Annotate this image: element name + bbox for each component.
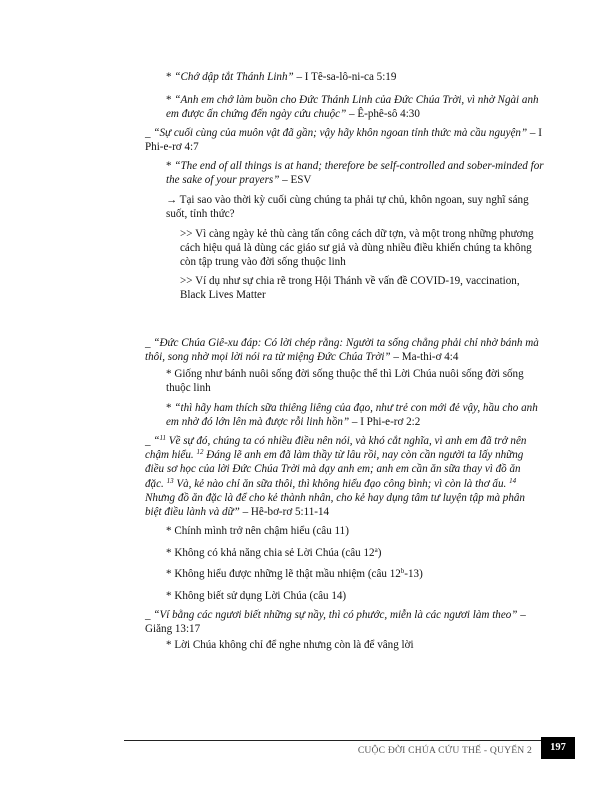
bullet-paragraph-5: * Không biết sử dụng Lời Chúa (câu 14) <box>166 590 347 602</box>
scripture-reference: – Giăng 13:17 <box>145 609 526 636</box>
scripture-reference: – I Phi-e-rơ 4:7 <box>145 127 542 154</box>
verse-text: Nhưng đồ ăn đặc là để cho kẻ thành nhân, cho kẻ hay dụng tâm tư luyện tập mà phân biệt điều lành và dữ” <box>145 491 525 519</box>
section-heading <box>101 315 541 329</box>
verse-number: 14 <box>509 476 517 485</box>
footer-divider <box>124 740 543 741</box>
scripture-reference: – I Tê-sa-lô-ni-ca 5:19 <box>293 71 397 83</box>
bullet-paragraph-1: * Giống như bánh nuôi sống đời sống thuộc thể thì Lời Chúa nuôi sống đời sống thuộc linh <box>166 368 524 395</box>
page-number-badge: 197 <box>541 737 575 759</box>
bullet-marker: * <box>166 71 175 83</box>
scripture-quote: “Ví bằng các ngươi biết những sự nầy, thì có phước, miễn là các ngươi làm theo” <box>153 609 518 621</box>
bullet-text: -13) <box>404 568 423 580</box>
scripture-quote: “Đức Chúa Giê-xu đáp: Có lời chép rằng: Người ta sống chẳng phải chỉ nhờ bánh mà thôi, song nhờ mọi lời nói ra từ miệng Đức Chúa Trời” <box>145 337 539 364</box>
bullet-quote-3 <box>166 401 546 429</box>
dash-quote-hebrews <box>145 434 540 519</box>
verse-number: 13 <box>166 476 174 485</box>
scripture-quote: “Sự cuối cùng của muôn vật đã gần; vậy hãy khôn ngoan tỉnh thức mà cầu nguyện” <box>153 127 528 139</box>
dash-marker: _ <box>145 435 154 447</box>
dash-quote-3 <box>145 608 545 636</box>
bullet-text: * Không có khả năng chia sẻ Lời Chúa (câu 12 <box>166 547 375 559</box>
scripture-quote: “thì hãy ham thích sữa thiêng liêng của đạo, như trẻ con mới đẻ vậy, hầu cho anh em nhờ đó lớn lên mà được rỗi linh hồn” <box>166 402 538 429</box>
bullet-text: * Không hiểu được những lẽ thật mầu nhiệm (câu 12 <box>166 568 401 580</box>
scripture-quote: “Chớ dập tắt Thánh Linh” <box>174 71 294 83</box>
bullet-marker: * <box>166 160 175 172</box>
dash-quote-1 <box>145 126 545 154</box>
scripture-reference: – I Phi-e-rơ 2:2 <box>349 416 421 429</box>
dash-marker: _ <box>145 609 154 621</box>
bullet-quote-2 <box>166 93 546 121</box>
bullet-quote-esv <box>166 159 546 187</box>
scripture-reference: – ESV <box>279 174 312 187</box>
verse-number: 12 <box>196 448 204 457</box>
scripture-quote <box>145 435 526 518</box>
footer-book-title: CUỘC ĐỜI CHÚA CỨU THẾ - QUYỂN 2 <box>357 745 532 756</box>
verse-text: Đáng lẽ anh em đã làm thầy từ lâu rồi, nay còn cần người ta lấy những điều sơ học của lời Đức Chúa Trời mà dạy anh em; anh em cần ăn sữa thay vì đồ ăn đặc. <box>145 449 524 490</box>
bullet-text: ) <box>377 547 382 559</box>
verse-text: Về sự đó, chúng ta có nhiều điều nên nói, và khó cắt nghĩa, vì anh em đã trở nên chậm hiểu. <box>145 435 527 462</box>
dash-marker: _ <box>145 337 154 349</box>
dash-marker: _ <box>145 127 154 139</box>
open-quote: “ <box>153 435 160 447</box>
verse-part-marker: a <box>374 546 378 554</box>
scripture-reference: – Ma-thi-ơ 4:4 <box>390 351 459 364</box>
bullet-marker: * <box>166 94 175 106</box>
scripture-reference: – Hê-bơ-rơ 5:11-14 <box>239 506 330 519</box>
bullet-paragraph-3 <box>166 546 546 560</box>
verse-text: Và, kẻ nào chỉ ăn sữa thôi, thì không hiểu đạo công bình; vì còn là thơ ấu. <box>173 477 510 490</box>
answer-paragraph-2: >> Ví dụ như sự chia rẽ trong Hội Thánh về vấn đề COVID-19, vaccination, Black Lives Matter <box>180 275 520 302</box>
verse-part-marker: b <box>400 567 405 575</box>
scripture-reference: – Ê-phê-sô 4:30 <box>346 108 420 121</box>
dash-quote-2 <box>145 336 545 364</box>
answer-paragraph-1: >> Vì càng ngày kẻ thù càng tấn công cách dữ tợn, và một trong những phương cách hiệu quả là dùng các giáo sư giả và dùng nhiều điều khiến chúng ta không còn tập trung vào đời sống thuộc linh <box>180 228 534 269</box>
bullet-paragraph-2: * Chính mình trở nên chậm hiểu (câu 11) <box>166 525 349 537</box>
scripture-quote: “Anh em chớ làm buồn cho Đức Thánh Linh của Đức Chúa Trời, vì nhờ Ngài anh em được ấn chứng đến ngày cứu chuộc” <box>166 94 539 121</box>
bullet-paragraph-6: * Lời Chúa không chỉ để nghe nhưng còn là để vâng lời <box>166 639 414 651</box>
bullet-quote-1 <box>166 70 546 84</box>
verse-number: 11 <box>159 434 166 442</box>
scripture-quote: “The end of all things is at hand; therefore be self-controlled and sober-minded for the sake of your prayers” <box>166 160 544 187</box>
question-paragraph: → Tại sao vào thời kỳ cuối cùng chúng ta phải tự chủ, khôn ngoan, suy nghĩ sáng suốt, tỉnh thức? <box>166 194 529 221</box>
bullet-marker: * <box>166 402 175 414</box>
bullet-paragraph-4 <box>166 567 546 581</box>
